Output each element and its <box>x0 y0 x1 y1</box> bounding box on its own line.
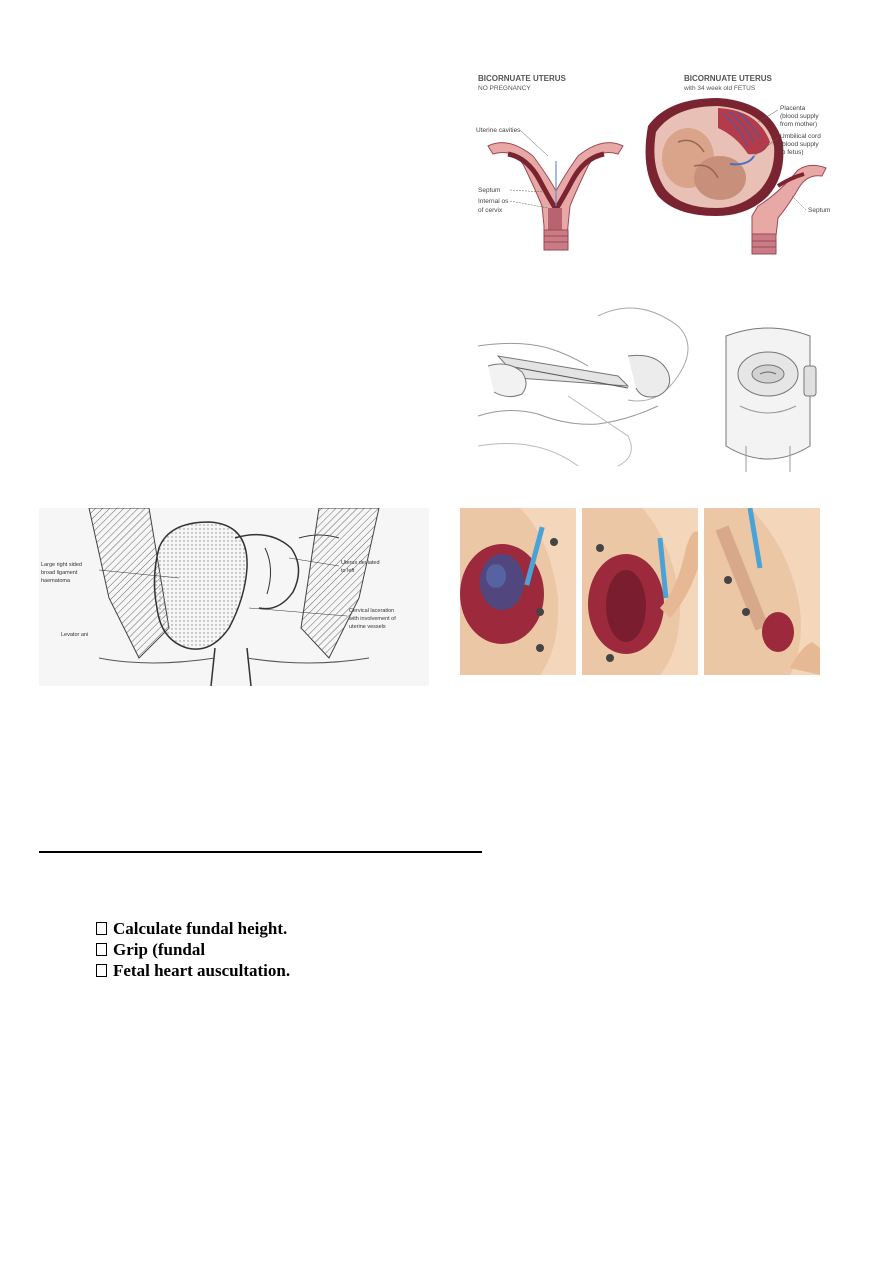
checklist-item-label: Fetal heart auscultation. <box>113 961 291 980</box>
bicornuate-right-title: BICORNUATE UTERUS <box>684 74 772 83</box>
label-haematoma-1: Large right sided <box>41 562 82 568</box>
bicornuate-left-subtitle: NO PREGNANCY <box>478 85 531 92</box>
checklist-item <box>96 918 290 939</box>
checklist-item <box>96 960 290 981</box>
label-haematoma-2: broad ligament <box>41 570 78 576</box>
label-uterus-deviated-2: to left <box>341 568 355 574</box>
manikin-photo-1 <box>460 508 576 675</box>
label-septum-right: Septum <box>808 207 831 214</box>
bicornuate-left-title: BICORNUATE UTERUS <box>478 74 566 83</box>
label-placenta-sub2: from mother) <box>780 121 818 128</box>
label-cervical-laceration-1: Cervical laceration <box>349 608 395 614</box>
checklist-item <box>96 939 290 960</box>
checkbox-glyph-icon <box>96 922 107 935</box>
speculum-examination-figure <box>478 296 833 476</box>
label-internal-os: Internal os <box>478 198 509 205</box>
label-placenta-sub1: (blood supply <box>780 113 819 120</box>
examination-checklist <box>96 918 290 981</box>
cervix-view-sketch <box>726 328 816 472</box>
section-divider <box>39 851 482 853</box>
label-cord-sub1: (blood supply <box>780 141 819 148</box>
label-haematoma-3: haematoma <box>41 578 71 584</box>
manikin-photo-3 <box>704 508 820 675</box>
label-cervical-laceration-2: with involvement of <box>349 616 396 622</box>
checkbox-glyph-icon <box>96 964 107 977</box>
label-levator-ani: Levator ani <box>61 632 89 638</box>
bicornuate-right-subtitle: with 34 week old FETUS <box>684 85 756 92</box>
manikin-photo-strip <box>460 508 820 675</box>
checklist-item-label: Calculate fundal height. <box>113 919 288 938</box>
label-uterus-deviated-1: Uterus deviated <box>341 560 380 566</box>
label-septum-left: Septum <box>478 187 501 194</box>
checklist-item-label: Grip (fundal <box>113 940 206 959</box>
bicornuate-uterus-figure <box>448 66 844 262</box>
checkbox-glyph-icon <box>96 943 107 956</box>
label-uterine-cavities: Uterine cavities <box>476 127 521 134</box>
manikin-photo-2 <box>582 508 698 675</box>
label-umbilical-cord: Umbilical cord <box>780 133 821 140</box>
broad-ligament-haematoma-diagram <box>39 508 429 686</box>
label-placenta: Placenta <box>780 105 806 112</box>
label-of-cervix: of cervix <box>478 207 503 214</box>
label-cervical-laceration-3: uterine vessels <box>349 624 386 630</box>
label-cord-sub2: to fetus) <box>780 149 804 156</box>
